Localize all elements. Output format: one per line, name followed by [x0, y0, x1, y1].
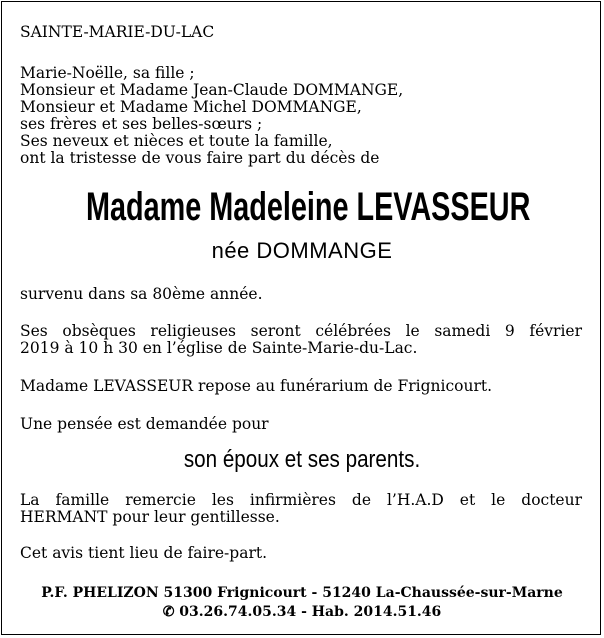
family-line: ses frères et ses belles-sœurs ; — [20, 115, 263, 133]
town-header: SAINTE-MARIE-DU-LAC — [20, 23, 215, 41]
funeral-line: 2019 à 10 h 30 en l’église de Sainte-Marie-du-Lac. — [20, 339, 418, 357]
thought-line: Une pensée est demandée pour — [20, 415, 269, 433]
obituary-notice — [1, 1, 601, 635]
contact-line: ✆ 03.26.74.05.34 - Hab. 2014.51.46 — [162, 604, 442, 620]
maiden-name: née DOMMANGE — [211, 238, 393, 263]
funeral-line: Ses obsèques religieuses seront célébrées le samedi 9 février — [20, 322, 582, 340]
deceased-name: Madame Madeleine LEVASSEUR — [85, 185, 531, 229]
thought-for: son époux et ses parents. — [183, 446, 421, 473]
family-line: Monsieur et Madame Michel DOMMANGE, — [20, 98, 362, 116]
funeral-home-line: P.F. PHELIZON 51300 Frignicourt - 51240 La-Chaussée-sur-Marne — [41, 585, 563, 601]
thanks-line: La famille remercie les infirmières de l’H.A.D et le docteur — [20, 491, 582, 509]
age-line: survenu dans sa 80ème année. — [20, 285, 263, 303]
family-line: Marie-Noëlle, sa fille ; — [20, 64, 195, 82]
family-line: ont la tristesse de vous faire part du décès de — [20, 149, 380, 167]
family-line: Ses neveux et nièces et toute la famille, — [20, 132, 333, 150]
repose-line: Madame LEVASSEUR repose au funérarium de Frignicourt. — [20, 377, 493, 395]
closing-line: Cet avis tient lieu de faire-part. — [20, 544, 268, 562]
thanks-line: HERMANT pour leur gentillesse. — [20, 508, 280, 526]
family-line: Monsieur et Madame Jean-Claude DOMMANGE, — [20, 81, 404, 99]
